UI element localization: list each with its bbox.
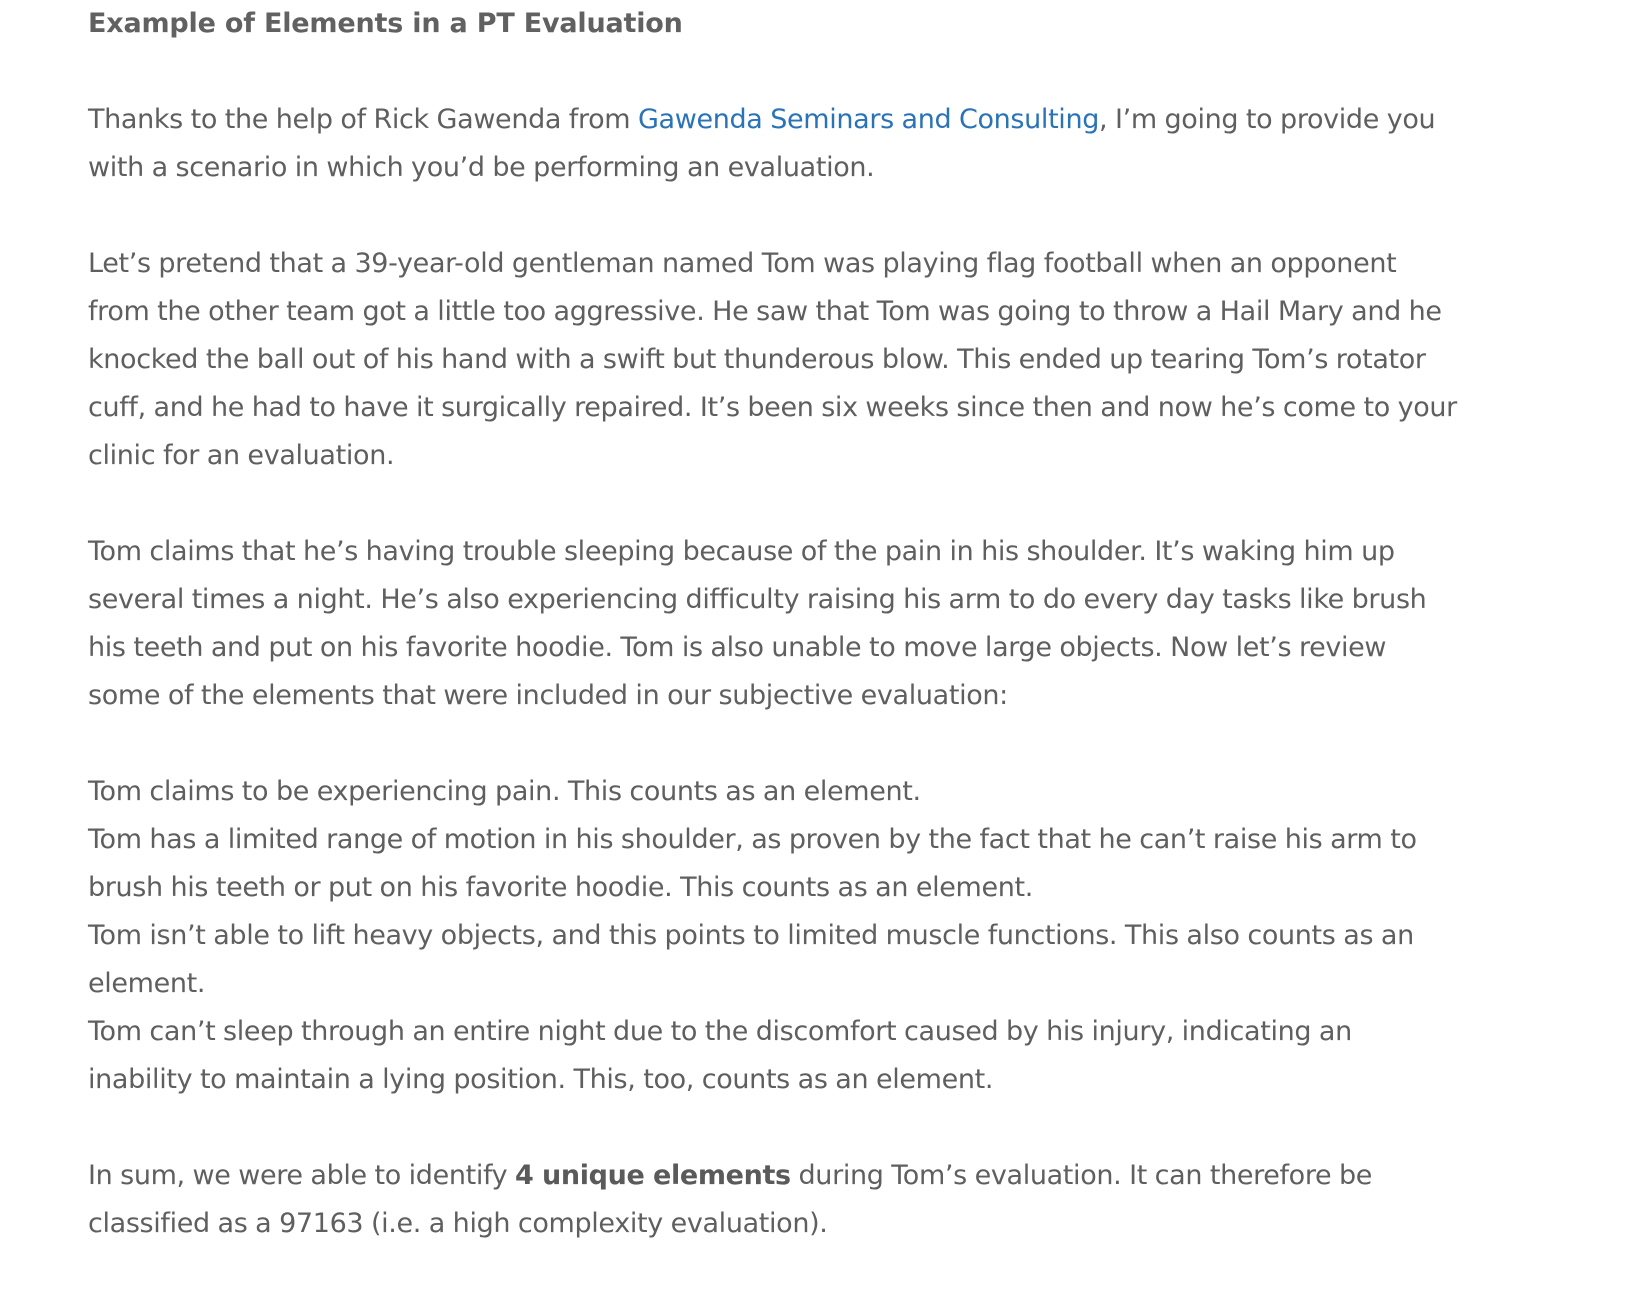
summary-text-before-bold: In sum, we were able to identify bbox=[88, 1160, 516, 1191]
scenario-paragraph: Let’s pretend that a 39-year-old gentleman named Tom was playing flag football when an opponent from the other team got a little too aggressive. He saw that Tom was going to throw a Hail Mary and he knocked the ball out of his hand with a swift but thunderous blow. This ended up tearing Tom’s rotator cuff, and he had to have it surgically repaired. It’s been six weeks since then and now he’s come to your clinic for an evaluation. bbox=[88, 248, 1457, 471]
element-item: Tom claims to be experiencing pain. This counts as an element. bbox=[88, 776, 921, 807]
article-body bbox=[88, 0, 1458, 1248]
intro-text-before-link: Thanks to the help of Rick Gawenda from bbox=[88, 104, 638, 135]
intro-text-after-link: , I’m going to provide you with a scenario in which you’d be performing an evaluation. bbox=[88, 104, 1436, 183]
element-item: Tom can’t sleep through an entire night due to the discomfort caused by his injury, indicating an inability to maintain a lying position. This, too, counts as an element. bbox=[88, 1016, 1352, 1095]
summary-text-after-bold: during Tom’s evaluation. It can therefore be classified as a 97163 (i.e. a high complexity evaluation). bbox=[88, 1160, 1373, 1239]
element-item: Tom has a limited range of motion in his shoulder, as proven by the fact that he can’t raise his arm to brush his teeth or put on his favorite hoodie. This counts as an element. bbox=[88, 824, 1417, 903]
elements-list bbox=[88, 768, 1458, 1104]
summary-paragraph bbox=[88, 1152, 1458, 1248]
element-item: Tom isn’t able to lift heavy objects, and this points to limited muscle functions. This also counts as an element. bbox=[88, 920, 1414, 999]
section-heading: Example of Elements in a PT Evaluation bbox=[88, 8, 683, 39]
unique-elements-count: 4 unique elements bbox=[515, 1160, 791, 1191]
gawenda-seminars-link[interactable]: Gawenda Seminars and Consulting bbox=[637, 104, 1100, 135]
intro-paragraph bbox=[88, 96, 1458, 192]
symptoms-paragraph: Tom claims that he’s having trouble sleeping because of the pain in his shoulder. It’s waking him up several times a night. He’s also experiencing difficulty raising his arm to do every day tasks like brush his teeth and put on his favorite hoodie. Tom is also unable to move large objects. Now let’s review some of the elements that were included in our subjective evaluation: bbox=[88, 536, 1427, 711]
